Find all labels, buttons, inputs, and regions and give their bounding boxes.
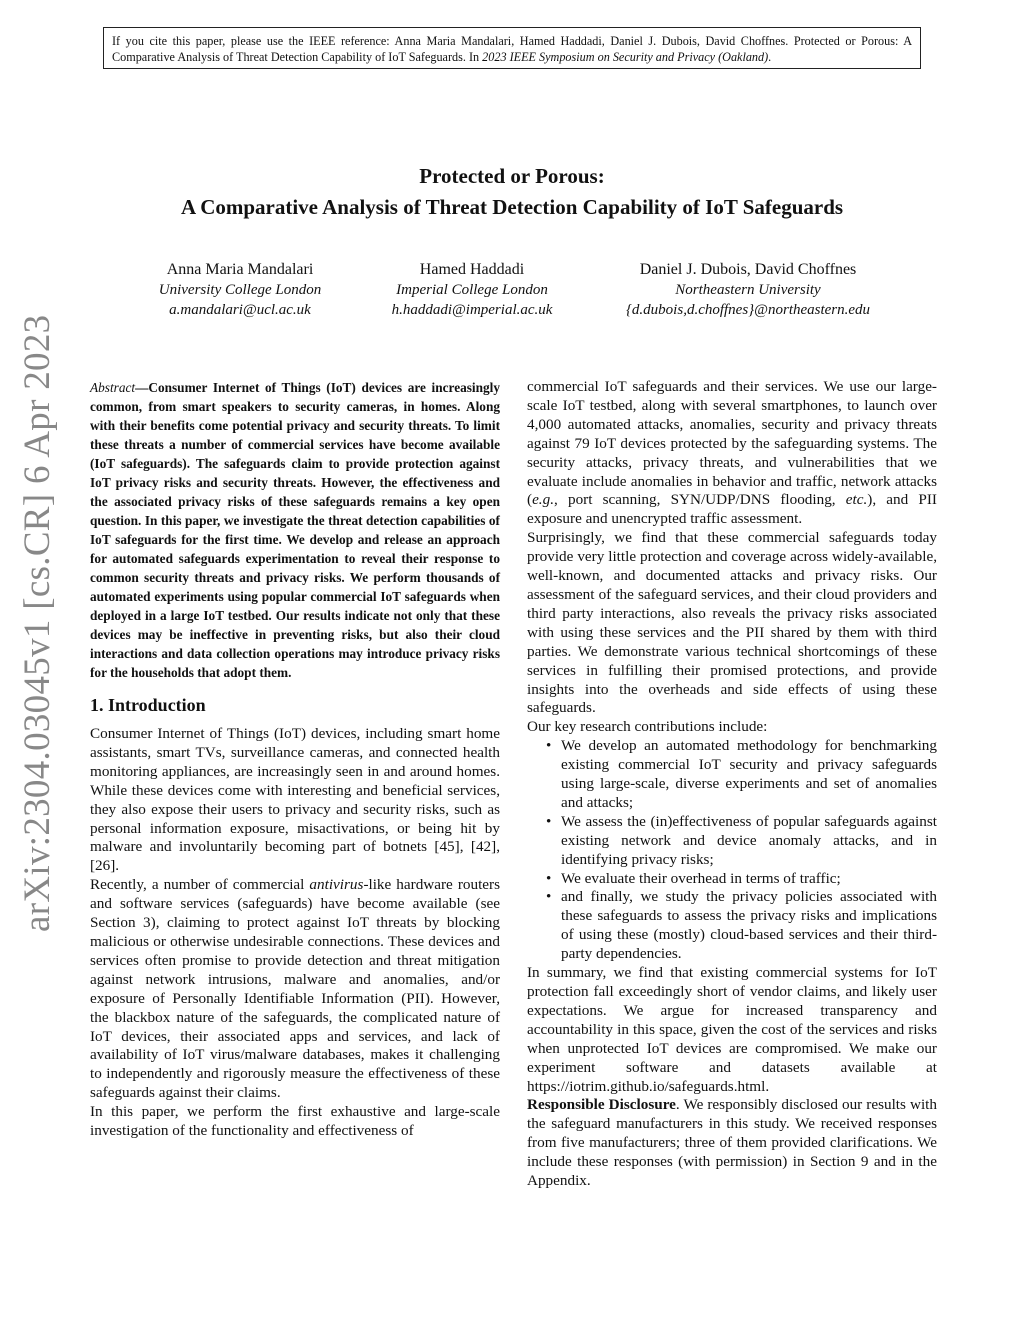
- disclosure-paragraph: [527, 1096, 937, 1191]
- abstract: [90, 378, 500, 682]
- list-item: • We evaluate their overhead in terms of traffic;: [561, 870, 937, 889]
- author-name: Hamed Haddadi: [419, 261, 525, 278]
- list-item: • We assess the (in)effectiveness of popular safeguards against existing network and device anomaly attacks, and in identifying privacy risks;: [561, 813, 937, 870]
- section-heading: 1. Introduction: [90, 695, 206, 715]
- notice-text: If you cite this paper, please use the IEEE reference: Anna Maria Mandalari, Hamed Haddadi, Daniel J. Dubois, David Choffnes. Protected or Porous: A Comparative Analysis of Threat Detection Capability of IoT Safeguards. In: [112, 34, 912, 64]
- author-affiliation: Northeastern University: [675, 282, 821, 298]
- author-email: {d.dubois,d.choffnes}@northeastern.edu: [625, 302, 871, 318]
- intro-paragraph-4: [527, 378, 937, 529]
- disclosure-text: . We responsibly disclosed our results with the safeguard manufacturers in this study. We received responses from five manufacturers; three of them provided clarifications. We include these responses (with permission) in Section 9 and in the Appendix.: [527, 1096, 937, 1190]
- contributions-list: [527, 737, 937, 964]
- list-item: • We develop an automated methodology for benchmarking existing commercial IoT security and privacy safeguards using large-scale, diverse experiments and set of anomalies and attacks;: [561, 737, 937, 813]
- list-item: • and finally, we study the privacy policies associated with these safeguards to assess the privacy risks and implications of using these (mostly) cloud-based services and their third-party dependencies.: [561, 888, 937, 964]
- notice-venue: 2023 IEEE Symposium on Security and Privacy (Oakland): [482, 50, 769, 64]
- author-affiliation: University College London: [158, 282, 322, 298]
- disclosure-heading: Responsible Disclosure: [527, 1096, 676, 1114]
- intro-paragraph-2: [90, 876, 500, 1103]
- citation-notice: [103, 27, 921, 69]
- abstract-text: —Consumer Internet of Things (IoT) devices are increasingly common, from smart speakers to security cameras, in homes. Along with their benefits come potential privacy and security threats. To limit these threats a number of commercial services have become available (IoT safeguards). The safeguards claim to provide protection against IoT privacy risks and security threats. However, the effectiveness and the associated privacy risks of these safeguards remains a key open question. In this paper, we investigate the threat detection capabilities of IoT safeguards for the first time. We develop and release an approach for automated safeguards experimentation to reveal their response to common security threats and privacy risks. We perform thousands of automated experiments using popular commercial IoT safeguards when deployed in a large IoT testbed. Our results indicate not only that these devices may be ineffective in preventing risks, but also their cloud interactions and data collection operations may introduce privacy risks for the households that adopt them.: [90, 380, 500, 680]
- author-1: [120, 260, 360, 320]
- author-name: Anna Maria Mandalari: [166, 261, 314, 278]
- text-run: ), and PII exposure and unencrypted traffic assessment.: [527, 491, 937, 528]
- title-line-1: Protected or Porous:: [419, 164, 605, 188]
- left-column: [90, 378, 500, 1141]
- intro-paragraph-3: In this paper, we perform the first exhaustive and large-scale investigation of the functionality and effectiveness of: [90, 1103, 500, 1140]
- author-email: h.haddadi@imperial.ac.uk: [391, 302, 553, 318]
- text-run: , port scanning, SYN/UDP/DNS flooding,: [554, 491, 846, 509]
- title-line-2: A Comparative Analysis of Threat Detection Capability of IoT Safeguards: [180, 195, 844, 219]
- author-affiliation: Imperial College London: [396, 282, 548, 298]
- author-email: a.mandalari@ucl.ac.uk: [169, 302, 311, 318]
- author-3: [598, 260, 898, 320]
- right-column: [527, 378, 937, 1191]
- text-run: commercial IoT safeguards and their services. We use our large-scale IoT testbed, along with several smartphones, to launch over 4,000 automated attacks, anomalies, security and privacy threats against 79 IoT devices protected by the safeguarding systems. The security attacks, privacy threats, and vulnerabilities that we evaluate include anomalies in behavior and traffic, network attacks (: [527, 378, 937, 509]
- arxiv-watermark: arXiv:2304.03045v1 [cs.CR] 6 Apr 2023: [17, 314, 58, 932]
- text-run: -like hardware routers and software services (safeguards) have become available (see Section 3), claiming to protect against IoT threats by blocking malicious or otherwise undesirable connections. These devices and services often promise to provide detection and threat mitigation against network intrusions, malware and anomalies, and/or exposure of Personally Identifiable Information (PII). However, the blackbox nature of the safeguards, the complicated nature of IoT devices, their associated apps and services, and lack of availability of IoT virus/malware databases, makes it challenging to independently and rigorously measure the effectiveness of these safeguards against their claims.: [90, 876, 500, 1102]
- intro-paragraph-5: Surprisingly, we find that these commercial safeguards today provide very little protection and coverage across widely-available, well-known, and documented attacks and privacy risks. Our assessment of the safeguard services, and their cloud providers and third party interactions, also reveals the privacy risks associated with using these services and the PII shared by them with third parties. We demonstrate various technical shortcomings of these services in fulfilling their promised protections, and provide insights into the overheads and side effects of using these safeguards.: [527, 529, 937, 717]
- text-run: Recently, a number of commercial: [90, 876, 310, 894]
- notice-suffix: .: [768, 50, 772, 64]
- emphasis: etc.: [845, 491, 868, 509]
- emphasis: e.g.: [532, 491, 554, 509]
- author-name: Daniel J. Dubois, David Choffnes: [639, 261, 857, 278]
- contributions-intro: Our key research contributions include:: [527, 718, 768, 736]
- intro-paragraph-1: Consumer Internet of Things (IoT) devices, including smart home assistants, smart TVs, surveillance cameras, and connected health monitoring appliances, are increasingly seen in and around homes. While these devices come with interesting and beneficial services, they also expose their users to privacy and security risks, such as personal information exposure, misactivations, or being hit by malware and involuntarily becoming part of botnets [45], [42], [26].: [90, 725, 500, 875]
- summary-paragraph: In summary, we find that existing commercial systems for IoT protection fall exceedingly short of vendor claims, and likely user expectations. We argue for increased transparency and accountability in this space, given the cost of the services and risks when unprotected IoT devices are compromised. We make our experiment software and datasets available at https://iotrim.github.io/safeguards.html.: [527, 964, 937, 1095]
- abstract-label: Abstract: [90, 380, 136, 395]
- paper-title: [0, 161, 1024, 223]
- emphasis: antivirus: [309, 876, 364, 894]
- author-2: [352, 260, 592, 320]
